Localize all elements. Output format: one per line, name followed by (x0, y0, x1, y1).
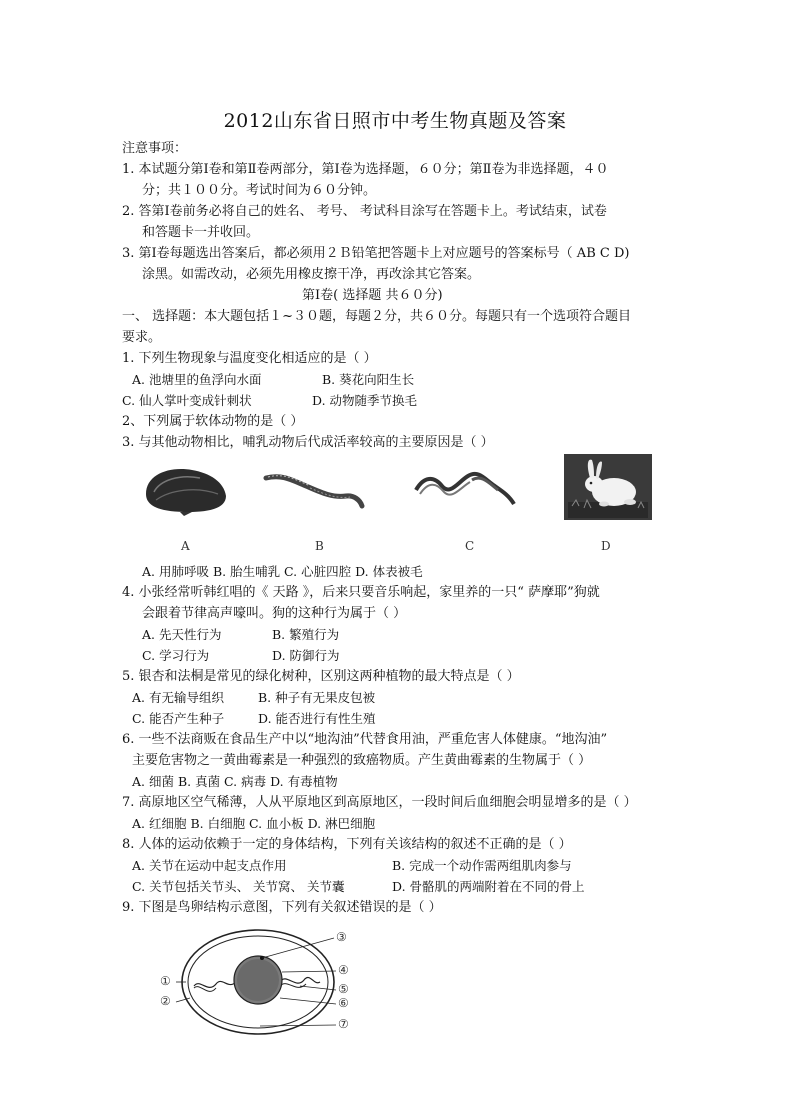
question-5-option-d: D. 能否进行有性生殖 (258, 711, 376, 726)
page-title: 2012山东省日照市中考生物真题及答案 (223, 110, 567, 132)
question-5-stem: 5. 银杏和法桐是常见的绿化树种，区别这两种植物的最大特点是（ ） (122, 669, 520, 684)
question-5-option-c: C. 能否产生种子 (132, 711, 225, 726)
question-1-option-c: C. 仙人掌叶变成针刺状 (122, 393, 252, 408)
clam-image (140, 462, 230, 517)
question-4-option-a: A. 先天性行为 (142, 627, 222, 642)
section-intro-line-2: 要求。 (122, 330, 162, 345)
bird-egg-diagram (150, 924, 360, 1039)
question-4-stem-line-2: 会跟着节律高声嚎叫。狗的这种行为属于（ ） (142, 606, 407, 621)
question-8-option-a: A. 关节在运动中起支点作用 (132, 858, 287, 873)
note-3-line-1: 3. 第Ⅰ卷每题选出答案后，都必须用２Ｂ铅笔把答题卡上对应题号的答案标号（ AB C D) (122, 246, 630, 261)
question-3-stem: 3. 与其他动物相比，哺乳动物后代成活率较高的主要原因是（ ） (122, 435, 494, 450)
section-title: 第Ⅰ卷( 选择题 共６０分) (302, 288, 443, 303)
question-6-stem-line-1: 6. 一些不法商贩在食品生产中以“地沟油”代替食用油，严重危害人体健康。“地沟油” (122, 732, 608, 747)
question-8-option-c: C. 关节包括关节头、 关节窝、 关节囊 (132, 879, 345, 894)
question-6-options: A. 细菌 B. 真菌 C. 病毒 D. 有毒植物 (132, 774, 338, 789)
earthworm-image (262, 466, 367, 511)
rabbit-image (564, 454, 652, 520)
question-8-option-b: B. 完成一个动作需两组肌肉参与 (392, 858, 572, 873)
egg-label-4: ④ (338, 963, 349, 977)
question-1-option-d: D. 动物随季节换毛 (312, 393, 418, 408)
question-1-option-a: A. 池塘里的鱼浮向水面 (132, 372, 262, 387)
notes-heading: 注意事项： (122, 141, 188, 156)
egg-label-2: ② (160, 994, 171, 1008)
question-5-option-b: B. 种子有无果皮包被 (258, 690, 376, 705)
image-label-a: A (181, 539, 190, 553)
question-5-option-a: A. 有无输导组织 (132, 690, 224, 705)
question-8-option-d: D. 骨骼肌的两端附着在不同的骨上 (392, 879, 585, 894)
question-4-stem-line-1: 4. 小张经常听韩红唱的《 天路 》，后来只要音乐响起，家里养的一只“ 萨摩耶”狗就 (122, 585, 600, 600)
question-4-option-c: C. 学习行为 (142, 648, 210, 663)
tapeworm-image (412, 464, 517, 509)
egg-label-3: ③ (336, 930, 347, 944)
question-7-options: A. 红细胞 B. 白细胞 C. 血小板 D. 淋巴细胞 (132, 816, 376, 831)
question-1-option-b: B. 葵花向阳生长 (322, 372, 415, 387)
question-8-stem: 8. 人体的运动依赖于一定的身体结构，下列有关该结构的叙述不正确的是（ ） (122, 837, 572, 852)
note-2-line-1: 2. 答第Ⅰ卷前务必将自己的姓名、 考号、 考试科目涂写在答题卡上。考试结束，试卷 (122, 204, 607, 219)
egg-label-7: ⑦ (338, 1017, 349, 1031)
question-4-option-b: B. 繁殖行为 (272, 627, 340, 642)
egg-label-6: ⑥ (338, 996, 349, 1010)
note-3-line-2: 涂黑。如需改动，必须先用橡皮擦干净，再改涂其它答案。 (142, 267, 481, 282)
question-1-stem: 1. 下列生物现象与温度变化相适应的是（ ） (122, 351, 377, 366)
image-label-d: D (601, 539, 611, 553)
note-1-line-2: 分；共１００分。考试时间为６０分钟。 (142, 183, 377, 198)
question-2-stem: 2、下列属于软体动物的是（ ） (122, 414, 304, 429)
question-3-options: A. 用肺呼吸 B. 胎生哺乳 C. 心脏四腔 D. 体表被毛 (142, 564, 423, 579)
image-label-b: B (315, 539, 324, 553)
section-intro-line-1: 一、 选择题：本大题包括１~３０题，每题２分，共６０分。每题只有一个选项符合题目 (122, 309, 632, 324)
note-2-line-2: 和答题卡一并收回。 (142, 225, 260, 240)
question-6-stem-line-2: 主要危害物之一黄曲霉素是一种强烈的致癌物质。产生黄曲霉素的生物属于（ ） (132, 753, 592, 768)
note-1-line-1: 1. 本试题分第Ⅰ卷和第Ⅱ卷两部分，第Ⅰ卷为选择题，６０分；第Ⅱ卷为非选择题，４０ (122, 162, 609, 177)
question-7-stem: 7. 高原地区空气稀薄，人从平原地区到高原地区，一段时间后血细胞会明显增多的是（ ） (122, 795, 637, 810)
question-9-stem: 9. 下图是鸟卵结构示意图，下列有关叙述错误的是（ ） (122, 900, 442, 915)
question-4-option-d: D. 防御行为 (272, 648, 340, 663)
image-label-c: C (465, 539, 475, 553)
egg-label-1: ① (160, 974, 171, 988)
egg-label-5: ⑤ (338, 982, 349, 996)
